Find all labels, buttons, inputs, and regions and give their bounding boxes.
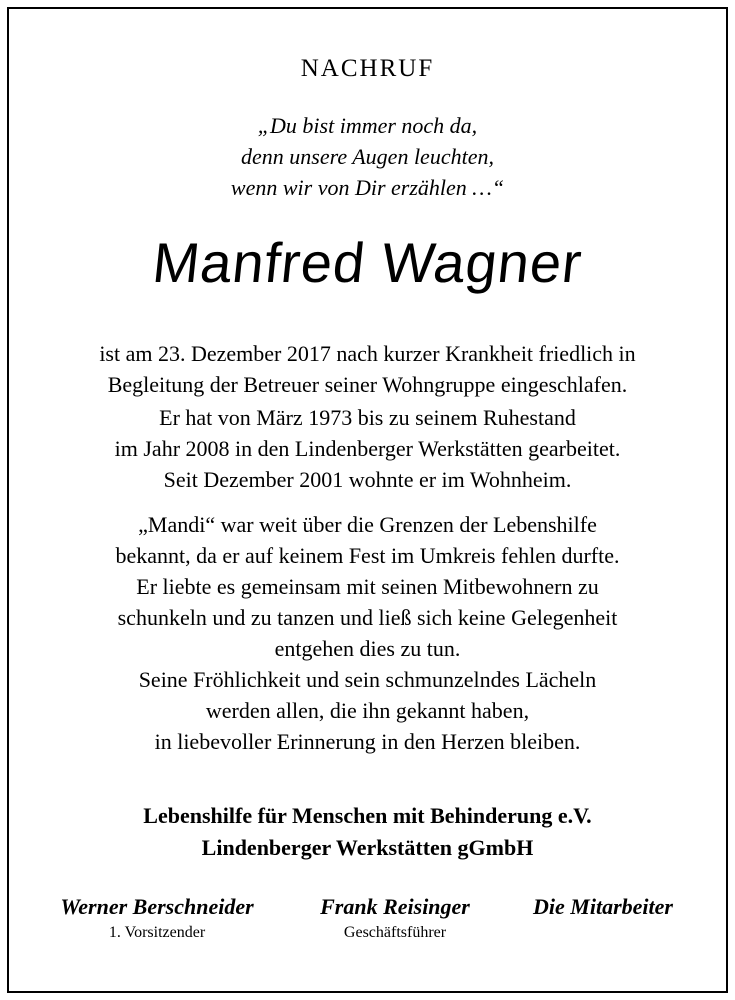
text-line: Begleitung der Betreuer seiner Wohngruppe eingeschlafen.	[107, 372, 628, 397]
signer	[498, 893, 708, 921]
signer-role: Geschäftsführer	[343, 924, 447, 941]
paragraph-death-notice	[0, 338, 735, 400]
signer	[275, 893, 515, 945]
signer	[32, 893, 282, 945]
deceased-name: Manfred Wagner	[149, 231, 586, 294]
text-line: in liebevoller Erinnerung in den Herzen bleiben.	[154, 729, 581, 754]
motto-line: „Du bist immer noch da,	[257, 113, 478, 138]
text-line: im Jahr 2008 in den Lindenberger Werkstätten gearbeitet.	[114, 436, 621, 461]
page-title: NACHRUF	[300, 55, 435, 82]
text-line: Er hat von März 1973 bis zu seinem Ruhestand	[159, 405, 576, 430]
paragraph-career	[0, 402, 735, 495]
signer-name: Die Mitarbeiter	[533, 894, 673, 919]
organization-name: Lindenberger Werkstätten gGmbH	[201, 835, 534, 860]
text-line: bekannt, da er auf keinem Fest im Umkreis fehlen durfte.	[115, 543, 620, 568]
text-line: Seine Fröhlichkeit und sein schmunzelndes Lächeln	[138, 667, 597, 692]
signer-role: 1. Vorsitzender	[108, 924, 206, 941]
motto-quote	[0, 110, 735, 203]
text-line: schunkeln und zu tanzen und ließ sich keine Gelegenheit	[117, 605, 618, 630]
text-line: entgehen dies zu tun.	[274, 636, 461, 661]
text-line: ist am 23. Dezember 2017 nach kurzer Krankheit friedlich in	[99, 341, 636, 366]
text-line: „Mandi“ war weit über die Grenzen der Lebenshilfe	[138, 512, 597, 537]
text-line: Er liebte es gemeinsam mit seinen Mitbewohnern zu	[136, 574, 599, 599]
paragraph-personality	[0, 509, 735, 664]
motto-line: wenn wir von Dir erzählen …“	[230, 175, 505, 200]
paragraph-remembrance	[0, 664, 735, 757]
organization-name: Lebenshilfe für Menschen mit Behinderung e.V.	[143, 803, 592, 828]
organizations	[0, 800, 735, 864]
signer-name: Werner Berschneider	[60, 894, 254, 919]
signer-name: Frank Reisinger	[320, 894, 470, 919]
text-line: Seit Dezember 2001 wohnte er im Wohnheim.	[163, 467, 572, 492]
text-line: werden allen, die ihn gekannt haben,	[205, 698, 530, 723]
motto-line: denn unsere Augen leuchten,	[241, 144, 494, 169]
